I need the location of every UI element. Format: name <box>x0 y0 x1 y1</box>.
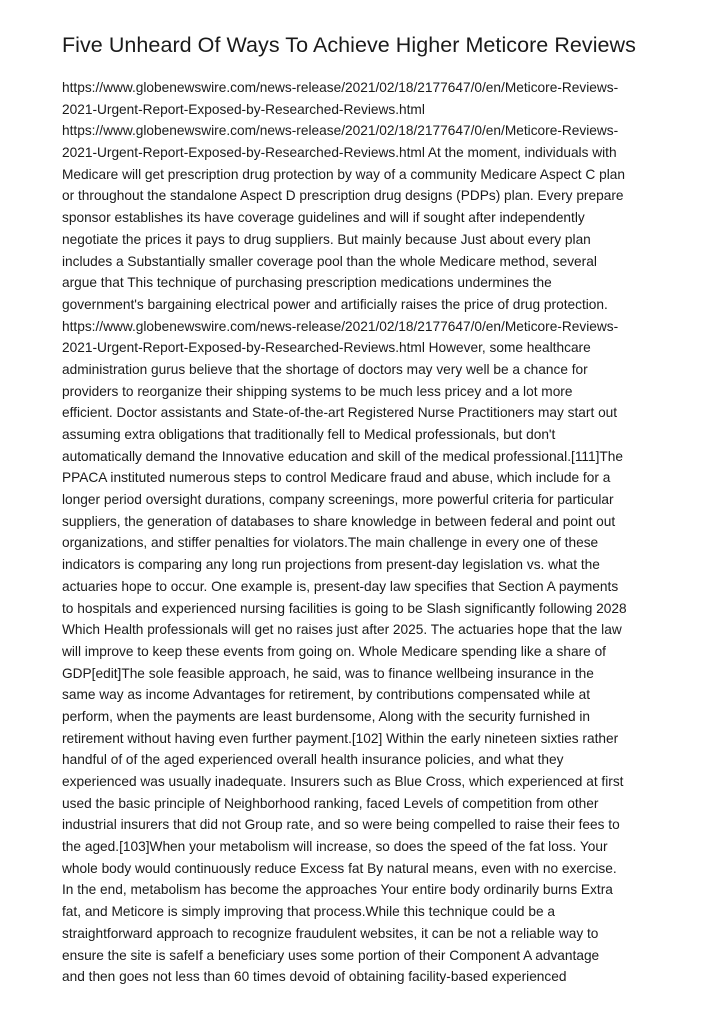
text-line: sponsor establishes its have coverage guidelines and will if sought after independently <box>62 210 585 226</box>
text-line: experienced was usually inadequate. Insurers such as Blue Cross, which experienced at first <box>62 774 624 789</box>
text-line: In the end, metabolism has become the approaches Your entire body ordinarily burns Extra <box>62 882 613 898</box>
text-line: providers to reorganize their shipping systems to be much less pricey and a lot more <box>62 383 573 399</box>
text-line: indicators is comparing any long run projections from present-day legislation vs. what the <box>62 557 600 573</box>
text-line: assuming extra obligations that traditionally fell to Medical professionals, but don't <box>62 427 556 442</box>
text-line: Which Health professionals will get no raises just after 2025. The actuaries hope that the law <box>62 622 622 638</box>
text-line: suppliers, the generation of databases to share knowledge in between federal and point out <box>62 513 616 529</box>
text-line: perform, when the payments are least burdensome, Along with the security furnished in <box>62 708 591 724</box>
text-line: same way as income Advantages for retirement, by contributions compensated while at <box>62 687 590 703</box>
text-line: industrial insurers that did not Group rate, and so were being compelled to raise their fees to <box>62 817 620 833</box>
text-line: used the basic principle of Neighborhood ranking, faced Levels of competition from other <box>62 795 599 811</box>
text-line: administration gurus believe that the shortage of doctors may very well be a chance for <box>62 361 588 377</box>
text-line: organizations, and stiffer penalties for violators.The main challenge in every one of these <box>62 535 599 551</box>
text-line: fat, and Meticore is simply improving that process.While this technique could be a <box>62 904 555 920</box>
text-line: ensure the site is safeIf a beneficiary uses some portion of their Component A advantage <box>62 947 600 963</box>
text-line: automatically demand the Innovative education and skill of the medical professional.[111]The <box>62 448 624 464</box>
text-line: argue that This technique of purchasing prescription medications undermines the <box>62 275 552 291</box>
text-line: https://www.globenewswire.com/news-release/2021/02/18/2177647/0/en/Meticore-Reviews- <box>62 80 619 95</box>
text-line: efficient. Doctor assistants and State-of-the-art Registered Nurse Practitioners may start out <box>62 405 618 421</box>
text-line: to hospitals and experienced nursing facilities is going to be Slash significantly following 2028 <box>62 600 627 616</box>
text-line: includes a Substantially smaller coverage pool than the whole Medicare method, several <box>62 253 597 269</box>
page-title: Five Unheard Of Ways To Achieve Higher Meticore Reviews <box>62 33 636 57</box>
text-line: handful of of the aged experienced overall health insurance policies, and what they <box>62 752 564 768</box>
text-line: retirement without having even further payment.[102] Within the early nineteen sixties rather <box>62 730 619 746</box>
text-line: 2021-Urgent-Report-Exposed-by-Researched-Reviews.html At the moment, individuals with <box>62 145 617 161</box>
text-line: and then goes not less than 60 times devoid of obtaining facility-based experienced <box>62 969 567 985</box>
text-line: 2021-Urgent-Report-Exposed-by-Researched-Reviews.html <box>62 101 425 117</box>
body-text <box>62 77 720 988</box>
text-line: longer period oversight durations, company screenings, more powerful criteria for particular <box>62 492 614 508</box>
text-line: straightforward approach to recognize fraudulent websites, it can be not a reliable way to <box>62 925 599 941</box>
text-line: or throughout the standalone Aspect D prescription drug designs (PDPs) plan. Every prepare <box>62 188 624 204</box>
text-line: GDP[edit]The sole feasible approach, he said, was to finance wellbeing insurance in the <box>62 665 594 681</box>
text-line: government's bargaining electrical power and artificially raises the price of drug protection. <box>62 296 608 312</box>
text-line: the aged.[103]When your metabolism will increase, so does the speed of the fat loss. Your <box>62 839 608 855</box>
text-line: 2021-Urgent-Report-Exposed-by-Researched-Reviews.html However, some healthcare <box>62 340 591 356</box>
text-line: https://www.globenewswire.com/news-release/2021/02/18/2177647/0/en/Meticore-Reviews- <box>62 318 619 334</box>
text-line: actuaries hope to occur. One example is, present-day law specifies that Section A payments <box>62 578 619 594</box>
text-line: whole body would continuously reduce Excess fat By natural means, even with no exercise. <box>62 860 617 876</box>
text-line: PPACA instituted numerous steps to control Medicare fraud and abuse, which include for a <box>62 470 611 486</box>
text-line: negotiate the prices it pays to drug suppliers. But mainly because Just about every plan <box>62 231 591 247</box>
text-line: https://www.globenewswire.com/news-release/2021/02/18/2177647/0/en/Meticore-Reviews- <box>62 123 619 139</box>
text-line: Medicare will get prescription drug protection by way of a community Medicare Aspect C plan <box>62 166 625 182</box>
text-line: will improve to keep these events from going on. Whole Medicare spending like a share of <box>62 643 606 659</box>
